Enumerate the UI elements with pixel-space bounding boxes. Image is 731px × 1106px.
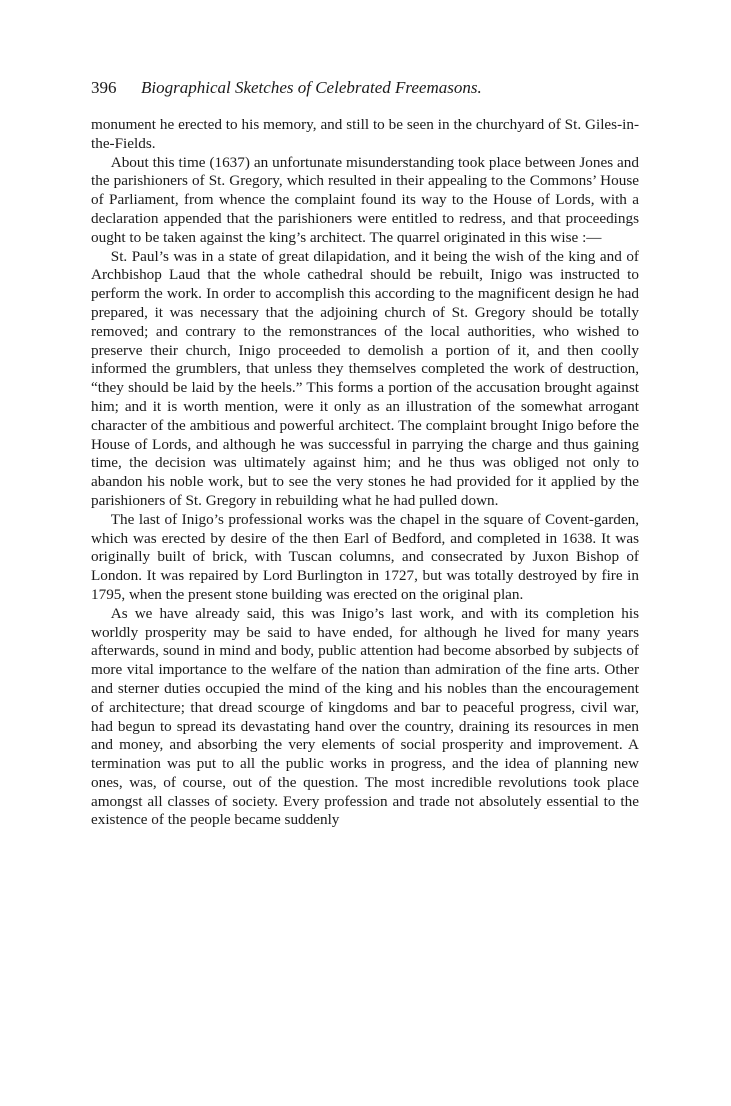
paragraph-continuation: monument he erected to his memory, and still to be seen in the churchyard of St. Giles-in-the-Fields. [91, 116, 639, 152]
page-number: 396 [91, 78, 117, 97]
paragraph-covent-garden: The last of Inigo’s professional works was the chapel in the square of Covent-garden, which was erected by desire of the then Earl of Bedford, and completed in 1638. It was originally built of brick, with Tuscan columns, and consecrated by Juxon Bishop of London. It was repaired by Lord Burlington in 1727, but was totally destroyed by fire in 1795, when the present stone building was erected on the original plan. [91, 510, 639, 603]
page-header [91, 75, 651, 101]
paragraph-last-work: As we have already said, this was Inigo’s last work, and with its completion his worldly prosperity may be said to have ended, for although he lived for many years afterwards, sound in mind and body, public attention had become absorbed by subjects of more vital importance to the welfare of the nation than admiration of the fine arts. Other and sterner duties occupied the mind of the king and his nobles than the encouragement of architecture; that dread scourge of kingdoms and bar to peaceful progress, civil war, had begun to spread its devastating hand over the country, draining its resources in men and money, and absorbing the very elements of social prosperity and improvement. A termination was put to all the public works in progress, and the idea of planning new ones, was, of course, out of the question. The most incredible revolutions took place amongst all classes of society. Every profession and trade not absolutely essential to the existence of the people became suddenly [91, 604, 639, 829]
running-title: Biographical Sketches of Celebrated Freemasons. [141, 78, 482, 97]
paragraph-st-pauls: St. Paul’s was in a state of great dilapidation, and it being the wish of the king and of Archbishop Laud that the whole cathedral should be rebuilt, Inigo was instructed to perform the work. In order to accomplish this according to the magnificent design he had prepared, it was necessary that the adjoining church of St. Gregory should be totally removed; and contrary to the remonstrances of the local authorities, who wished to preserve their church, Inigo proceeded to demolish a portion of it, and then coolly informed the grumblers, that unless they themselves completed the work of destruction, “they should be laid by the heels.” This forms a portion of the accusation brought against him; and it is worth mention, were it only as an illustration of the somewhat arrogant character of the ambitious and powerful architect. The complaint brought Inigo before the House of Lords, and although he was successful in parrying the charge and thus gaining time, the decision was ultimately against him; and he thus was obliged not only to abandon his noble work, but to see the very stones he had provided for it applied by the parishioners of St. Gregory in rebuilding what he had pulled down. [91, 247, 639, 509]
paragraph-quarrel: About this time (1637) an unfortunate misunderstanding took place between Jones and the parishioners of St. Gregory, which resulted in their appealing to the Commons’ House of Parliament, from whence the complaint found its way to the House of Lords, with a declaration appended that the parishioners were entitled to redress, and that proceedings ought to be taken against the king’s architect. The quarrel originated in this wise :— [91, 153, 639, 246]
body-text [91, 116, 639, 830]
